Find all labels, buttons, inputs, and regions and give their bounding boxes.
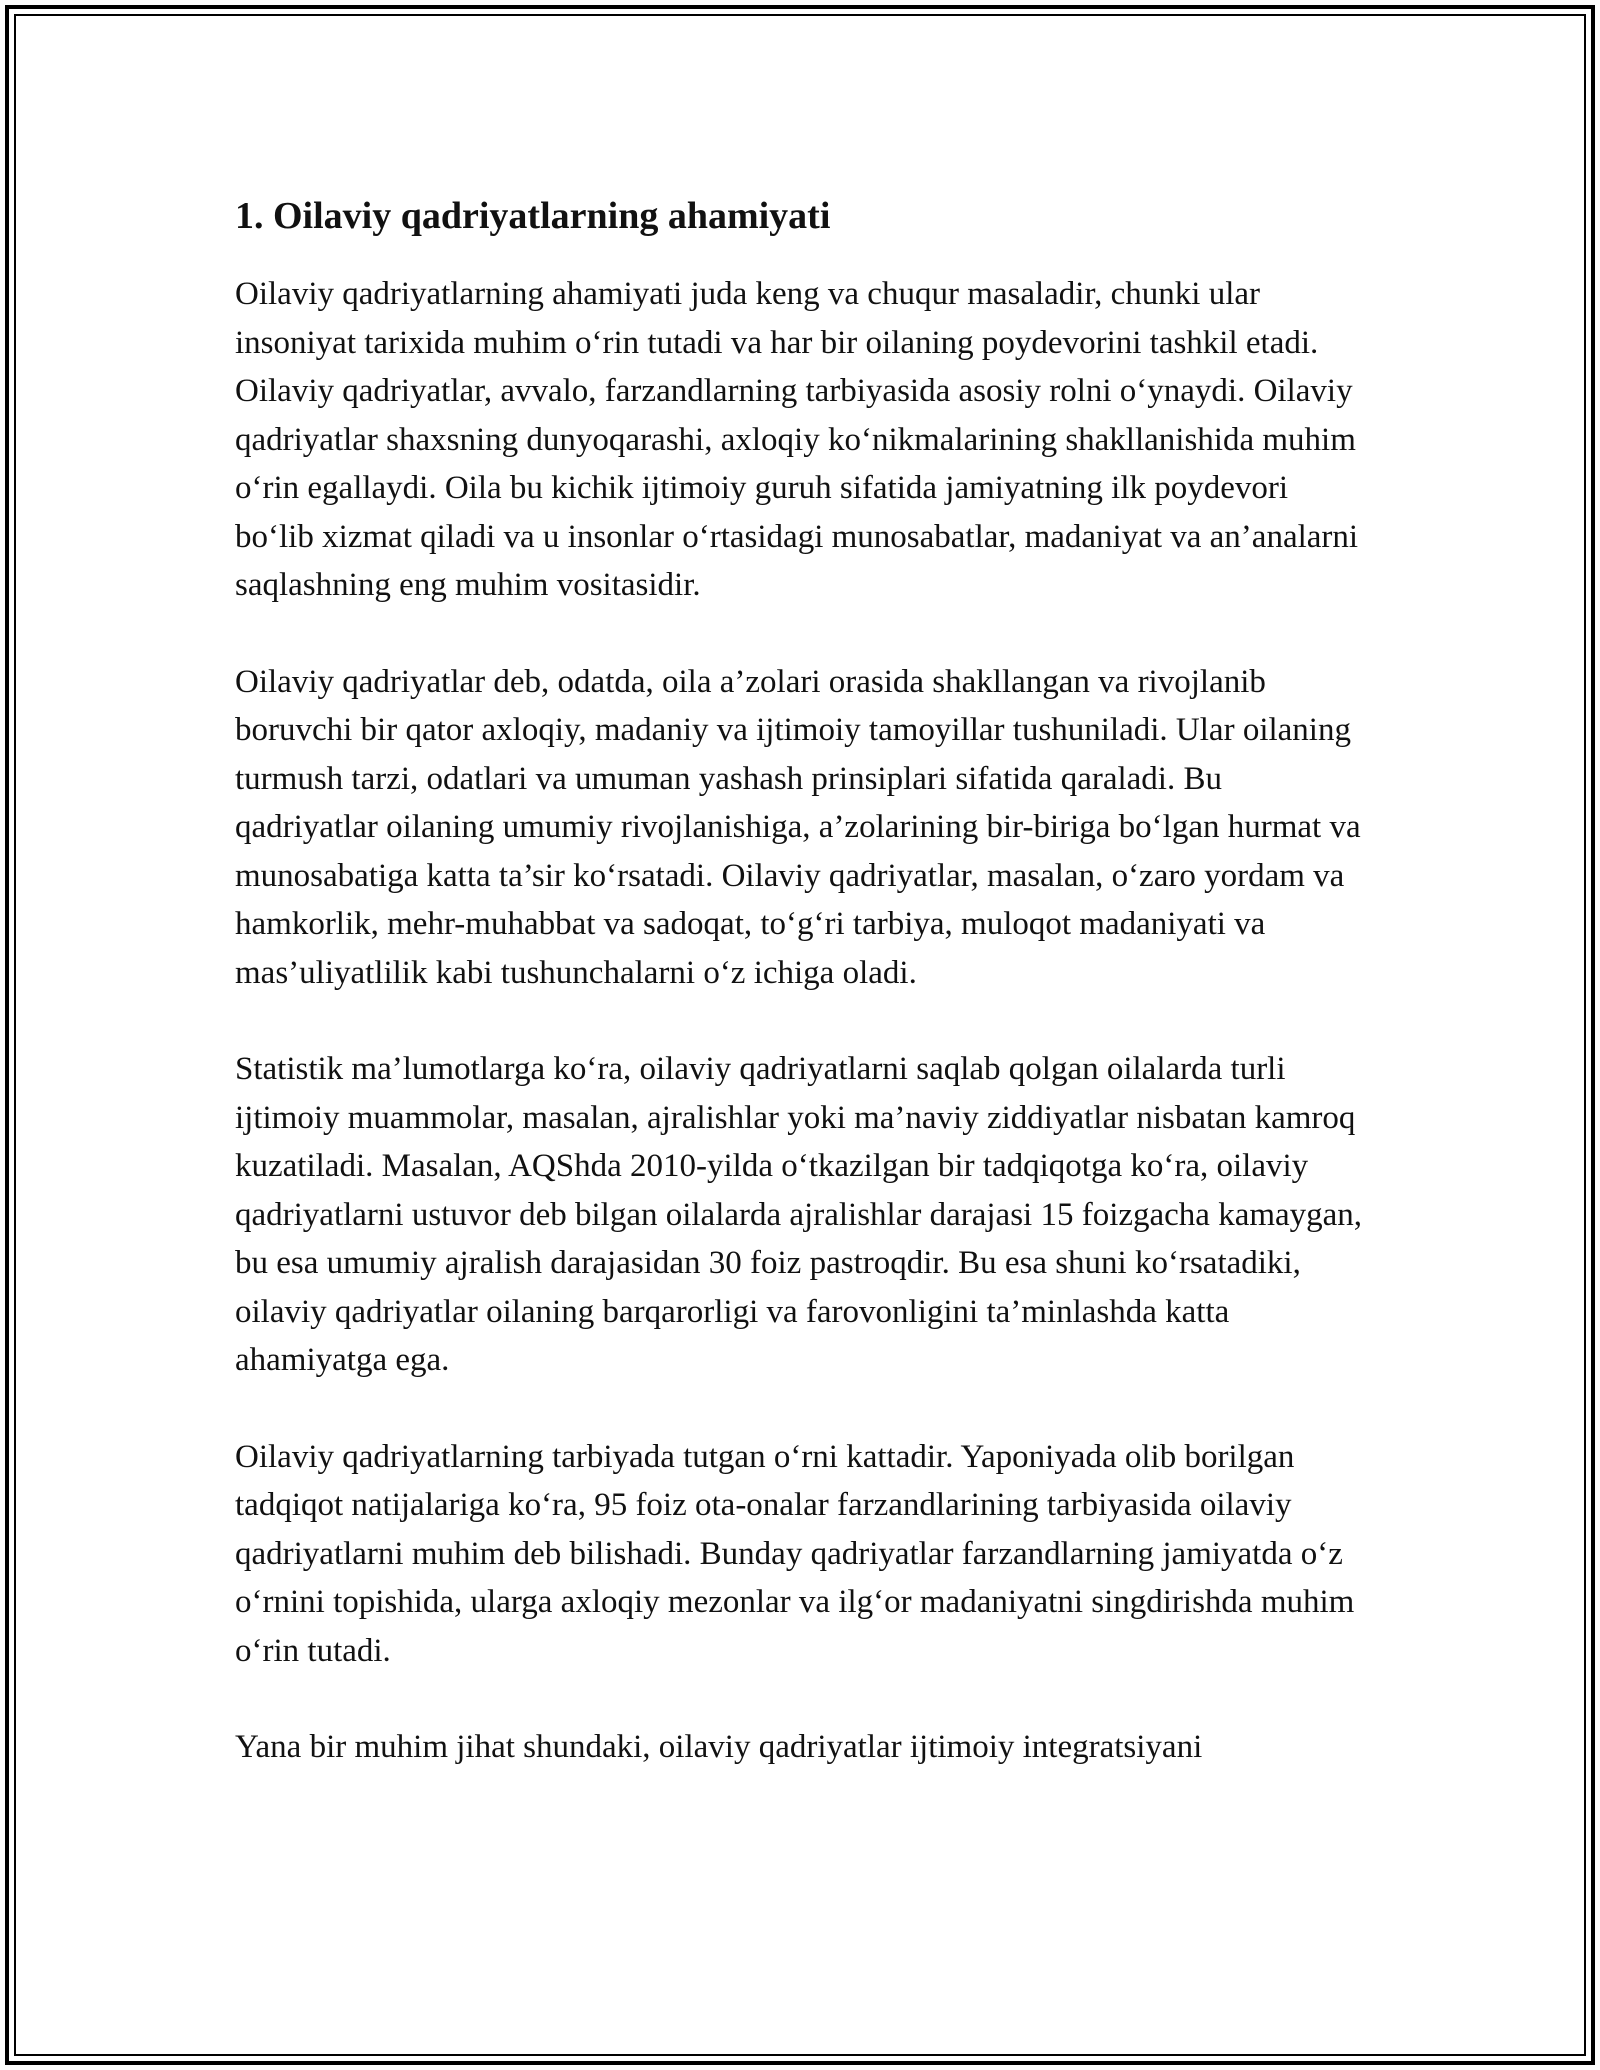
paragraph-5: Yana bir muhim jihat shundaki, oilaviy qadriyatlar ijtimoiy integratsiyani bbox=[235, 1729, 1203, 1765]
paragraph-3: Statistik ma’lumotlarga ko‘ra, oilaviy qadriyatlarni saqlab qolgan oilalarda turli ijtimoiy muammolar, masalan, ajralishlar yoki ma’naviy ziddiyatlar nisbatan kamroq kuzatiladi. Masalan, AQShda 2010-yilda o‘tkazilgan bir tadqiqotga ko‘ra, oilaviy qadriyatlarni ustuvor deb bilgan oilalarda ajralishlar darajasi 15 foizgacha kamaygan, bu esa umumiy ajralish darajasidan 30 foiz pastroqdir. Bu esa shuni ko‘rsatadiki, oilaviy qadriyatlar oilaning barqarorligi va farovonligini ta’minlashda katta ahamiyatga ega. bbox=[235, 1051, 1363, 1378]
paragraph-4: Oilaviy qadriyatlarning tarbiyada tutgan o‘rni kattadir. Yaponiyada olib borilgan tadqiqot natijalariga ko‘ra, 95 foiz ota-onalar farzandlarining tarbiyasida oilaviy qadriyatlarni muhim deb bilishadi. Bunday qadriyatlar farzandlarning jamiyatda o‘z o‘rnini topishida, ularga axloqiy mezonlar va ilg‘or madaniyatni singdirishda muhim o‘rin tutadi. bbox=[235, 1438, 1355, 1669]
document-body bbox=[235, 190, 1370, 1820]
paragraph-2: Oilaviy qadriyatlar deb, odatda, oila a’zolari orasida shakllangan va rivojlanib boruvchi bir qator axloqiy, madaniy va ijtimoiy tamoyillar tushuniladi. Ular oilaning turmush tarzi, odatlari va umuman yashash prinsiplari sifatida qaraladi. Bu qadriyatlar oilaning umumiy rivojlanishiga, a’zolarining bir-biriga bo‘lgan hurmat va munosabatiga katta ta’sir ko‘rsatadi. Oilaviy qadriyatlar, masalan, o‘zaro yordam va hamkorlik, mehr-muhabbat va sadoqat, to‘g‘ri tarbiya, muloqot madaniyati va mas’uliyatlilik kabi tushunchalarni o‘z ichiga oladi. bbox=[235, 663, 1361, 991]
paragraph-1: Oilaviy qadriyatlarning ahamiyati juda keng va chuqur masaladir, chunki ular insoniyat tarixida muhim o‘rin tutadi va har bir oilaning poydevorini tashkil etadi. Oilaviy qadriyatlar, avvalo, farzandlarning tarbiyasida asosiy rolni o‘ynaydi. Oilaviy qadriyatlar shaxsning dunyoqarashi, axloqiy ko‘nikmalarining shakllanishida muhim o‘rin egallaydi. Oila bu kichik ijtimoiy guruh sifatida jamiyatning ilk poydevori bo‘lib xizmat qiladi va u insonlar o‘rtasidagi munosabatlar, madaniyat va an’analarni saqlashning eng muhim vositasidir. bbox=[235, 276, 1359, 603]
section-heading: 1. Oilaviy qadriyatlarning ahamiyati bbox=[235, 195, 831, 237]
